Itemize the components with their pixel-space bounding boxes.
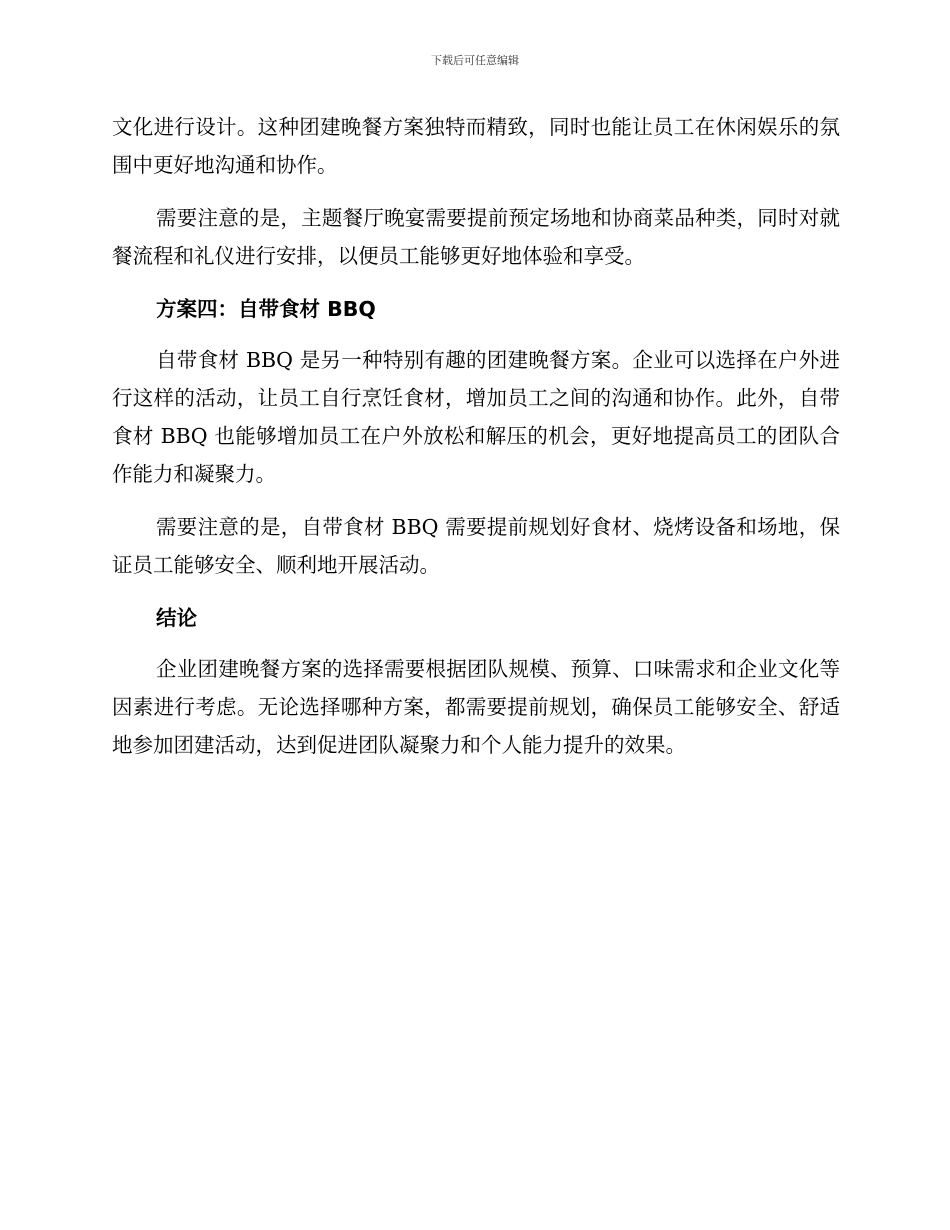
paragraph-bbq-description: 自带食材 BBQ 是另一种特别有趣的团建晚餐方案。企业可以选择在户外进行这样的活动，让员工自行烹饪食材，增加员工之间的沟通和协作。此外，自带食材 BBQ 也能够增加员工在户外放松和解压的机会，更好地提高员工的团队合作能力和凝聚力。 bbox=[112, 348, 840, 486]
section-heading-conclusion: 结论 bbox=[156, 606, 197, 630]
document-body bbox=[112, 108, 840, 779]
section-heading-plan-four: 方案四：自带食材 BBQ bbox=[156, 297, 376, 321]
paragraph-conclusion: 企业团建晚餐方案的选择需要根据团队规模、预算、口味需求和企业文化等因素进行考虑。无论选择哪种方案，都需要提前规划，确保员工能够安全、舒适地参加团建活动，达到促进团队凝聚力和个人能力提升的效果。 bbox=[112, 657, 840, 757]
page-header: 下载后可任意编辑 bbox=[431, 54, 519, 67]
paragraph-continuation: 文化进行设计。这种团建晚餐方案独特而精致，同时也能让员工在休闲娱乐的氛围中更好地沟通和协作。 bbox=[112, 115, 840, 177]
paragraph-theme-restaurant-note: 需要注意的是，主题餐厅晚宴需要提前预定场地和协商菜品种类，同时对就餐流程和礼仪进行安排，以便员工能够更好地体验和享受。 bbox=[112, 206, 840, 268]
paragraph-bbq-note: 需要注意的是，自带食材 BBQ 需要提前规划好食材、烧烤设备和场地，保证员工能够安全、顺利地开展活动。 bbox=[112, 515, 840, 577]
